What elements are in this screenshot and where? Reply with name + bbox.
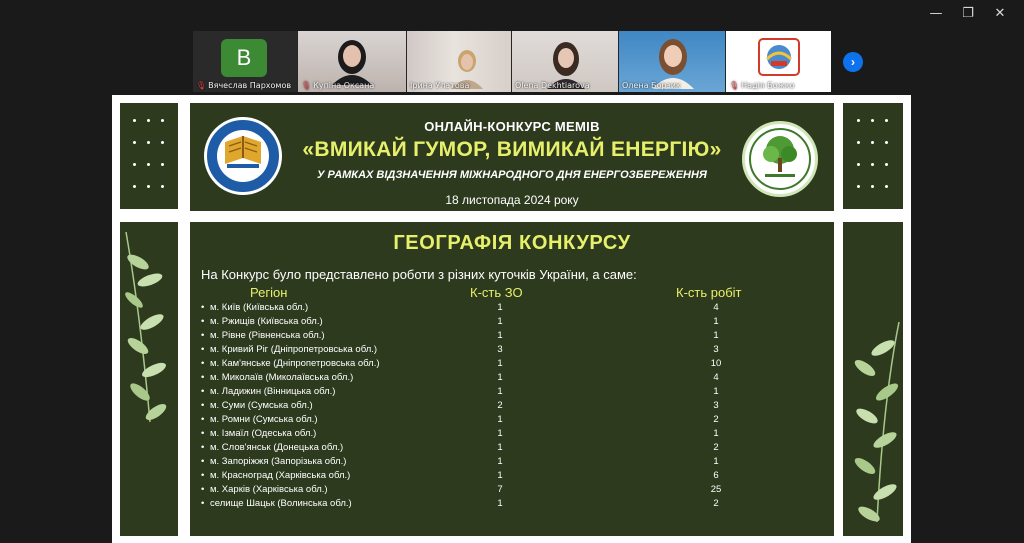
zo-count-cell: 2 xyxy=(497,400,503,411)
region-cell: м. Миколаїв (Миколаївська обл.) xyxy=(210,372,354,383)
geography-title: ГЕОГРАФІЯ КОНКУРСУ xyxy=(393,232,631,254)
avatar: B xyxy=(221,39,267,77)
dots-panel-left xyxy=(118,101,180,211)
participant-tile[interactable] xyxy=(619,31,725,92)
geography-panel xyxy=(188,220,836,538)
table-row xyxy=(190,316,834,330)
bullet-icon: • xyxy=(201,358,205,369)
participant-tile[interactable] xyxy=(407,31,511,92)
contest-title: «ВМИКАЙ ГУМОР, ВИМИКАЙ ЕНЕРГІЮ» xyxy=(302,138,722,161)
works-count-cell: 4 xyxy=(713,372,719,383)
bullet-icon: • xyxy=(201,428,205,439)
zo-count-cell: 1 xyxy=(497,316,503,327)
bullet-icon: • xyxy=(201,316,205,327)
participant-tile[interactable] xyxy=(193,31,297,92)
region-cell: м. Слов'янськ (Донецька обл.) xyxy=(210,442,344,453)
bullet-icon: • xyxy=(201,498,205,509)
bullet-icon: • xyxy=(201,484,205,495)
region-cell: м. Київ (Київська обл.) xyxy=(210,302,309,313)
participant-name: Олена Борзик xyxy=(622,81,681,90)
table-row xyxy=(190,344,834,358)
table-row xyxy=(190,442,834,456)
zo-count-cell: 7 xyxy=(497,484,503,495)
zo-count-cell: 1 xyxy=(497,498,503,509)
region-cell: м. Рівне (Рівненська обл.) xyxy=(210,330,325,341)
table-row xyxy=(190,358,834,372)
next-page-button[interactable]: › xyxy=(843,52,863,72)
table-row xyxy=(190,470,834,484)
region-cell: м. Суми (Сумська обл.) xyxy=(210,400,313,411)
region-cell: м. Кам'янське (Дніпропетровська обл.) xyxy=(210,358,380,369)
zo-count-cell: 1 xyxy=(497,386,503,397)
table-row xyxy=(190,302,834,316)
school-emblem xyxy=(755,37,803,77)
dots-panel-right xyxy=(841,101,905,211)
region-cell: м. Ромни (Сумська обл.) xyxy=(210,414,318,425)
participant-tile[interactable] xyxy=(298,31,406,92)
column-header-works: К-сть робіт xyxy=(676,285,742,300)
zo-count-cell: 1 xyxy=(497,302,503,313)
mic-muted-icon: 🎙 xyxy=(301,81,312,90)
zo-count-cell: 1 xyxy=(497,456,503,467)
region-cell: м. Ізмаїл (Одеська обл.) xyxy=(210,428,317,439)
close-icon[interactable]: ✕ xyxy=(994,6,1006,21)
bullet-icon: • xyxy=(201,456,205,467)
works-count-cell: 2 xyxy=(713,414,719,425)
works-count-cell: 10 xyxy=(710,358,722,369)
contest-label: ОНЛАЙН-КОНКУРС МЕМІВ xyxy=(424,119,600,134)
table-row xyxy=(190,330,834,344)
zo-count-cell: 3 xyxy=(497,344,503,355)
region-cell: м. Харків (Харківська обл.) xyxy=(210,484,328,495)
zo-count-cell: 1 xyxy=(497,358,503,369)
works-count-cell: 2 xyxy=(713,442,719,453)
region-cell: м. Запоріжжя (Запорізька обл.) xyxy=(210,456,347,467)
bullet-icon: • xyxy=(201,344,205,355)
participant-strip xyxy=(193,31,831,92)
participant-name: 🎙 Надія Божко xyxy=(729,81,795,90)
participant-name: Olena Dekhtiarova xyxy=(515,81,590,90)
zo-count-cell: 1 xyxy=(497,372,503,383)
table-row xyxy=(190,414,834,428)
bullet-icon: • xyxy=(201,330,205,341)
header-panel xyxy=(188,101,836,213)
department-logo xyxy=(742,121,818,197)
works-count-cell: 3 xyxy=(713,344,719,355)
contest-subtitle: У РАМКАХ ВІДЗНАЧЕННЯ МІЖНАРОДНОГО ДНЯ ЕНЕРГОЗБЕРЕЖЕННЯ xyxy=(317,169,707,181)
zo-count-cell: 1 xyxy=(497,442,503,453)
works-count-cell: 1 xyxy=(713,316,719,327)
mic-muted-icon: 🎙 xyxy=(729,81,740,90)
works-count-cell: 1 xyxy=(713,428,719,439)
participant-name: 🎙 Вячеслав Пархомов xyxy=(196,81,292,90)
bullet-icon: • xyxy=(201,442,205,453)
region-cell: м. Ладижин (Вінницька обл.) xyxy=(210,386,336,397)
zo-count-cell: 1 xyxy=(497,330,503,341)
bullet-icon: • xyxy=(201,386,205,397)
participant-tile[interactable] xyxy=(726,31,831,92)
table-row xyxy=(190,428,834,442)
minimize-icon[interactable]: — xyxy=(929,6,943,21)
column-header-zo: К-сть ЗО xyxy=(470,285,523,300)
bullet-icon: • xyxy=(201,414,205,425)
leaf-decoration xyxy=(843,222,903,536)
window-controls xyxy=(920,4,1016,24)
works-count-cell: 1 xyxy=(713,386,719,397)
works-count-cell: 1 xyxy=(713,330,719,341)
leaves-panel-left xyxy=(118,220,180,538)
works-count-cell: 25 xyxy=(710,484,722,495)
works-count-cell: 4 xyxy=(713,302,719,313)
table-row xyxy=(190,400,834,414)
works-count-cell: 6 xyxy=(713,470,719,481)
region-cell: м. Красноград (Харківська обл.) xyxy=(210,470,351,481)
bullet-icon: • xyxy=(201,372,205,383)
works-count-cell: 3 xyxy=(713,400,719,411)
table-row xyxy=(190,484,834,498)
participant-name: Ірина Улатова xyxy=(410,81,470,90)
column-header-region: Регіон xyxy=(250,285,288,300)
bullet-icon: • xyxy=(201,400,205,411)
zo-count-cell: 1 xyxy=(497,470,503,481)
table-row xyxy=(190,456,834,470)
person-video xyxy=(328,35,376,85)
works-count-cell: 1 xyxy=(713,456,719,467)
mic-muted-icon: 🎙 xyxy=(196,81,207,90)
table-row xyxy=(190,498,834,512)
dots-decoration xyxy=(128,111,170,199)
dots-decoration xyxy=(852,111,894,199)
table-row xyxy=(190,386,834,400)
zo-count-cell: 1 xyxy=(497,428,503,439)
region-cell: селище Шацьк (Волинська обл.) xyxy=(210,498,352,509)
restore-icon[interactable]: ❐ xyxy=(962,6,974,21)
bullet-icon: • xyxy=(201,302,205,313)
bullet-icon: • xyxy=(201,470,205,481)
region-cell: м. Кривий Ріг (Дніпропетровська обл.) xyxy=(210,344,378,355)
shared-slide xyxy=(112,95,911,543)
zo-count-cell: 1 xyxy=(497,414,503,425)
region-cell: м. Ржищів (Київська обл.) xyxy=(210,316,323,327)
participant-tile-active[interactable] xyxy=(512,31,618,92)
contest-date: 18 листопада 2024 року xyxy=(445,193,579,207)
leaf-decoration xyxy=(120,222,178,536)
table-row xyxy=(190,372,834,386)
participant-name: 🎙 Купіна Оксана xyxy=(301,81,375,90)
works-count-cell: 2 xyxy=(713,498,719,509)
leaves-panel-right xyxy=(841,220,905,538)
geography-intro: На Конкурс було представлено роботи з різних куточків України, а саме: xyxy=(201,267,637,282)
